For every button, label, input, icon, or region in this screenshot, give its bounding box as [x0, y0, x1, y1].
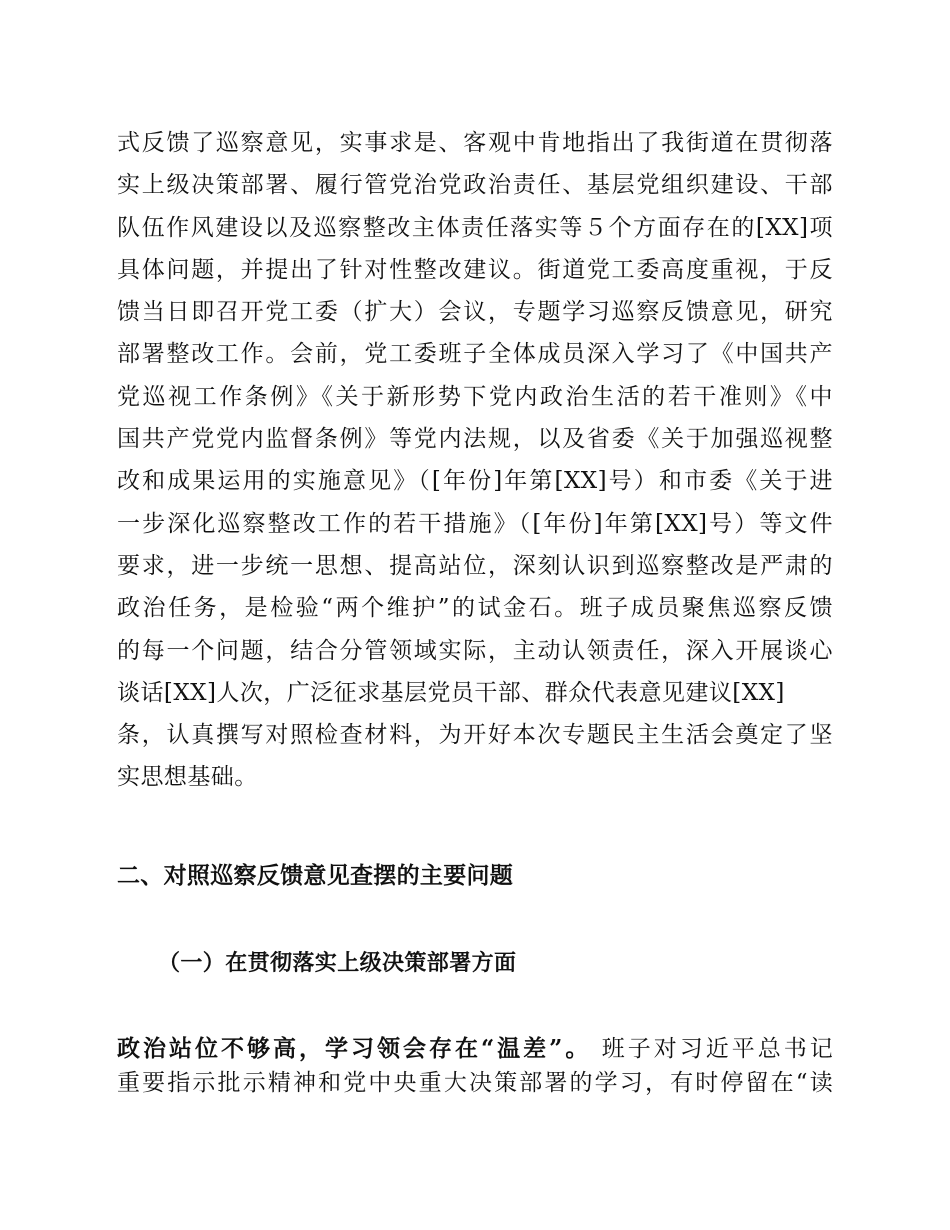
paragraph-line-6: 部署整改工作。会前，党工委班子全体成员深入学习了《中国共产: [117, 341, 833, 368]
paragraph-line-16: 实思想基础。: [117, 764, 258, 791]
paragraph-line-3: 队伍作风建设以及巡察整改主体责任落实等５个方面存在的[XX]项: [117, 214, 833, 241]
section-heading: 二、对照巡察反馈意见查摆的主要问题: [117, 863, 514, 889]
paragraph-line-13: 的每一个问题，结合分管领域实际，主动认领责任，深入开展谈心: [117, 637, 833, 664]
paragraph-line-11: 要求，进一步统一思想、提高站位，深刻认识到巡察整改是严肃的: [117, 552, 833, 579]
paragraph-line-4: 具体问题，并提出了针对性整改建议。街道党工委高度重视，于反: [117, 256, 833, 283]
paragraph-line-7: 党巡视工作条例》《关于新形势下党内政治生活的若干准则》《中: [117, 383, 833, 410]
paragraph-line-8: 国共产党党内监督条例》等党内法规，以及省委《关于加强巡视整: [117, 426, 833, 453]
issue-line-1: [117, 1032, 833, 1066]
paragraph-line-10: 一步深化巡察整改工作的若干措施》（[年份]年第[XX]号）等文件: [117, 510, 833, 537]
issue-line-1-rest: 班子对习近平总书记: [591, 1036, 833, 1062]
paragraph-line-2: 实上级决策部署、履行管党治党政治责任、基层党组织建设、干部: [117, 172, 833, 199]
paragraph-line-1: 式反馈了巡察意见，实事求是、客观中肯地指出了我街道在贯彻落: [117, 130, 833, 156]
paragraph-line-5: 馈当日即召开党工委（扩大）会议，专题学习巡察反馈意见，研究: [117, 299, 833, 326]
paragraph-line-15: 条，认真撰写对照检查材料，为开好本次专题民主生活会奠定了坚: [117, 722, 833, 749]
paragraph-line-14: 谈话[XX]人次，广泛征求基层党员干部、群众代表意见建议[XX]: [117, 679, 785, 706]
issue-line-2: 重要指示批示精神和党中央重大决策部署的学习，有时停留在“读: [117, 1070, 833, 1096]
subsection-heading: （一）在贯彻落实上级决策部署方面: [158, 950, 517, 976]
issue-paragraph: [117, 1032, 833, 1100]
paragraph-line-12: 政治任务，是检验“两个维护”的试金石。班子成员聚焦巡察反馈: [117, 595, 833, 622]
body-paragraph: [117, 122, 833, 799]
issue-title: 政治站位不够高，学习领会存在“温差”。: [117, 1035, 592, 1062]
paragraph-line-9: 改和成果运用的实施意见》（[年份]年第[XX]号）和市委《关于进: [117, 468, 833, 495]
